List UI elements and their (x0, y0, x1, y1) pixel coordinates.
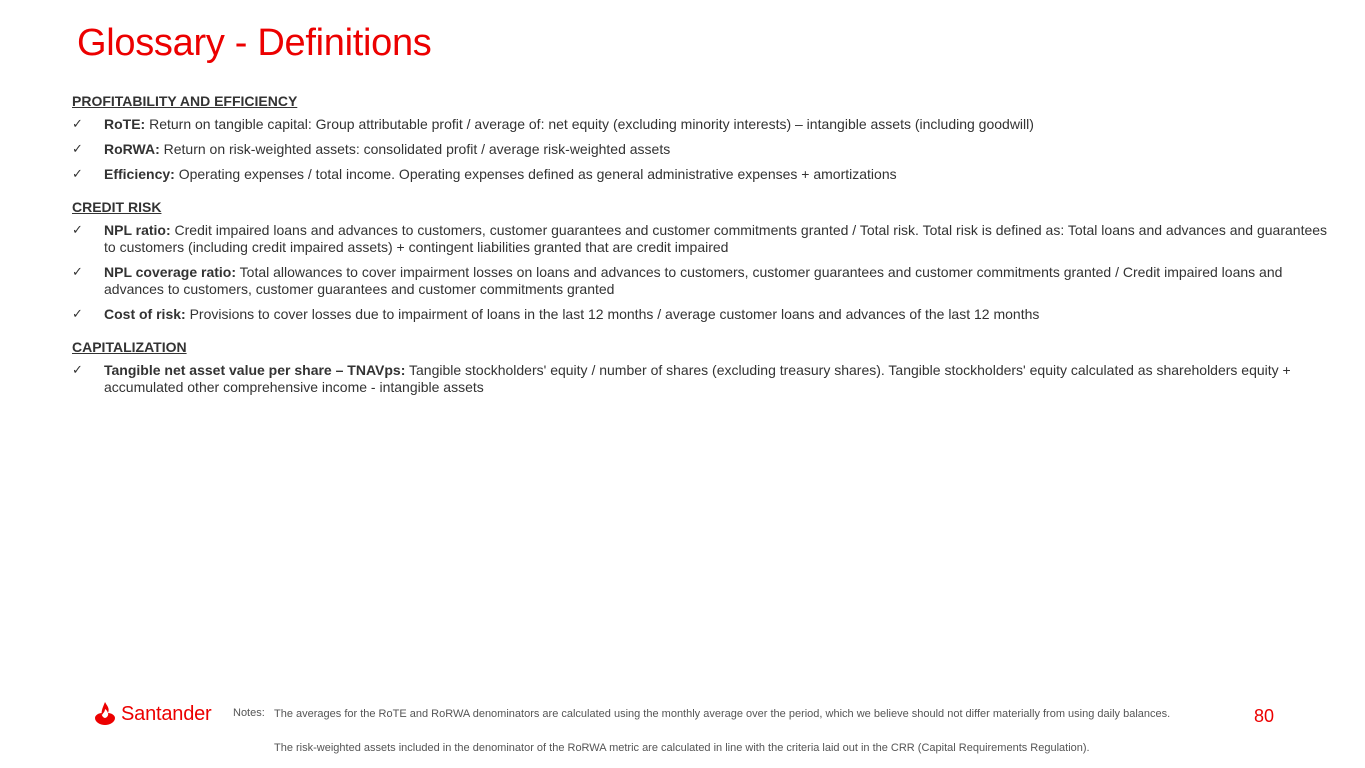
note-item: The averages for the RoTE and RoRWA denominators are calculated using the monthly average over the period, which we believe should not differ materially from using daily balances. (274, 708, 1171, 720)
section-profitability (72, 93, 1334, 183)
definition-item-rorwa (72, 141, 1334, 158)
term: NPL ratio: (104, 222, 171, 238)
santander-flame-icon (92, 701, 118, 727)
check-icon: ✓ (72, 117, 83, 132)
definition-item-tnavps (72, 362, 1334, 396)
check-icon: ✓ (72, 307, 83, 322)
section-credit-risk (72, 199, 1334, 323)
definition-item-rote (72, 116, 1334, 133)
definition-item-npl-ratio (72, 222, 1334, 256)
check-icon: ✓ (72, 167, 83, 182)
definition: Operating expenses / total income. Operating expenses defined as general administrative expenses + amortizations (174, 166, 897, 182)
definition: Return on risk-weighted assets: consolidated profit / average risk-weighted assets (159, 141, 671, 157)
check-icon: ✓ (72, 265, 83, 280)
definition-item-cost-of-risk (72, 306, 1334, 323)
term: RoTE: (104, 116, 146, 132)
term: Cost of risk: (104, 306, 186, 322)
santander-logo (92, 701, 212, 727)
page-title: Glossary - Definitions (77, 22, 432, 64)
term: Tangible net asset value per share – TNAVps: (104, 362, 406, 378)
definition: Return on tangible capital: Group attributable profit / average of: net equity (excluding minority interests) – intangible assets (including goodwill) (145, 116, 1034, 132)
definition: Provisions to cover losses due to impairment of loans in the last 12 months / average customer loans and advances of the last 12 months (185, 306, 1040, 322)
term: NPL coverage ratio: (104, 264, 237, 280)
section-heading: PROFITABILITY AND EFFICIENCY (72, 93, 298, 109)
definition: Tangible stockholders' equity / number of shares (excluding treasury shares). Tangible stockholders' equity calculated as shareholders equity + accumulated other comprehensive income - intangible assets (104, 362, 1291, 395)
term: RoRWA: (104, 141, 160, 157)
note-item: The risk-weighted assets included in the denominator of the RoRWA metric are calculated in line with the criteria laid out in the CRR (Capital Requirements Regulation). (274, 742, 1090, 754)
definition: Total allowances to cover impairment losses on loans and advances to customers, customer guarantees and customer commitments granted / Credit impaired loans and advances to customers, customer guarantees and customer commitments granted (104, 264, 1283, 297)
definition-item-npl-coverage (72, 264, 1334, 298)
section-capitalization (72, 339, 1334, 396)
check-icon: ✓ (72, 223, 83, 238)
check-icon: ✓ (72, 142, 83, 157)
section-heading: CAPITALIZATION (72, 339, 187, 355)
glossary-content (72, 93, 1334, 412)
page-number: 80 (1254, 706, 1275, 726)
section-heading: CREDIT RISK (72, 199, 162, 215)
definition: Credit impaired loans and advances to customers, customer guarantees and customer commitments granted / Total risk. Total risk is defined as: Total loans and advances and guarantees to customers (including credit impaired assets) + contingent liabilities granted that are credit impaired (104, 222, 1328, 255)
check-icon: ✓ (72, 363, 83, 378)
notes-label: Notes: (233, 707, 265, 719)
brand-name: Santander (121, 702, 212, 725)
term: Efficiency: (104, 166, 175, 182)
definition-item-efficiency (72, 166, 1334, 183)
